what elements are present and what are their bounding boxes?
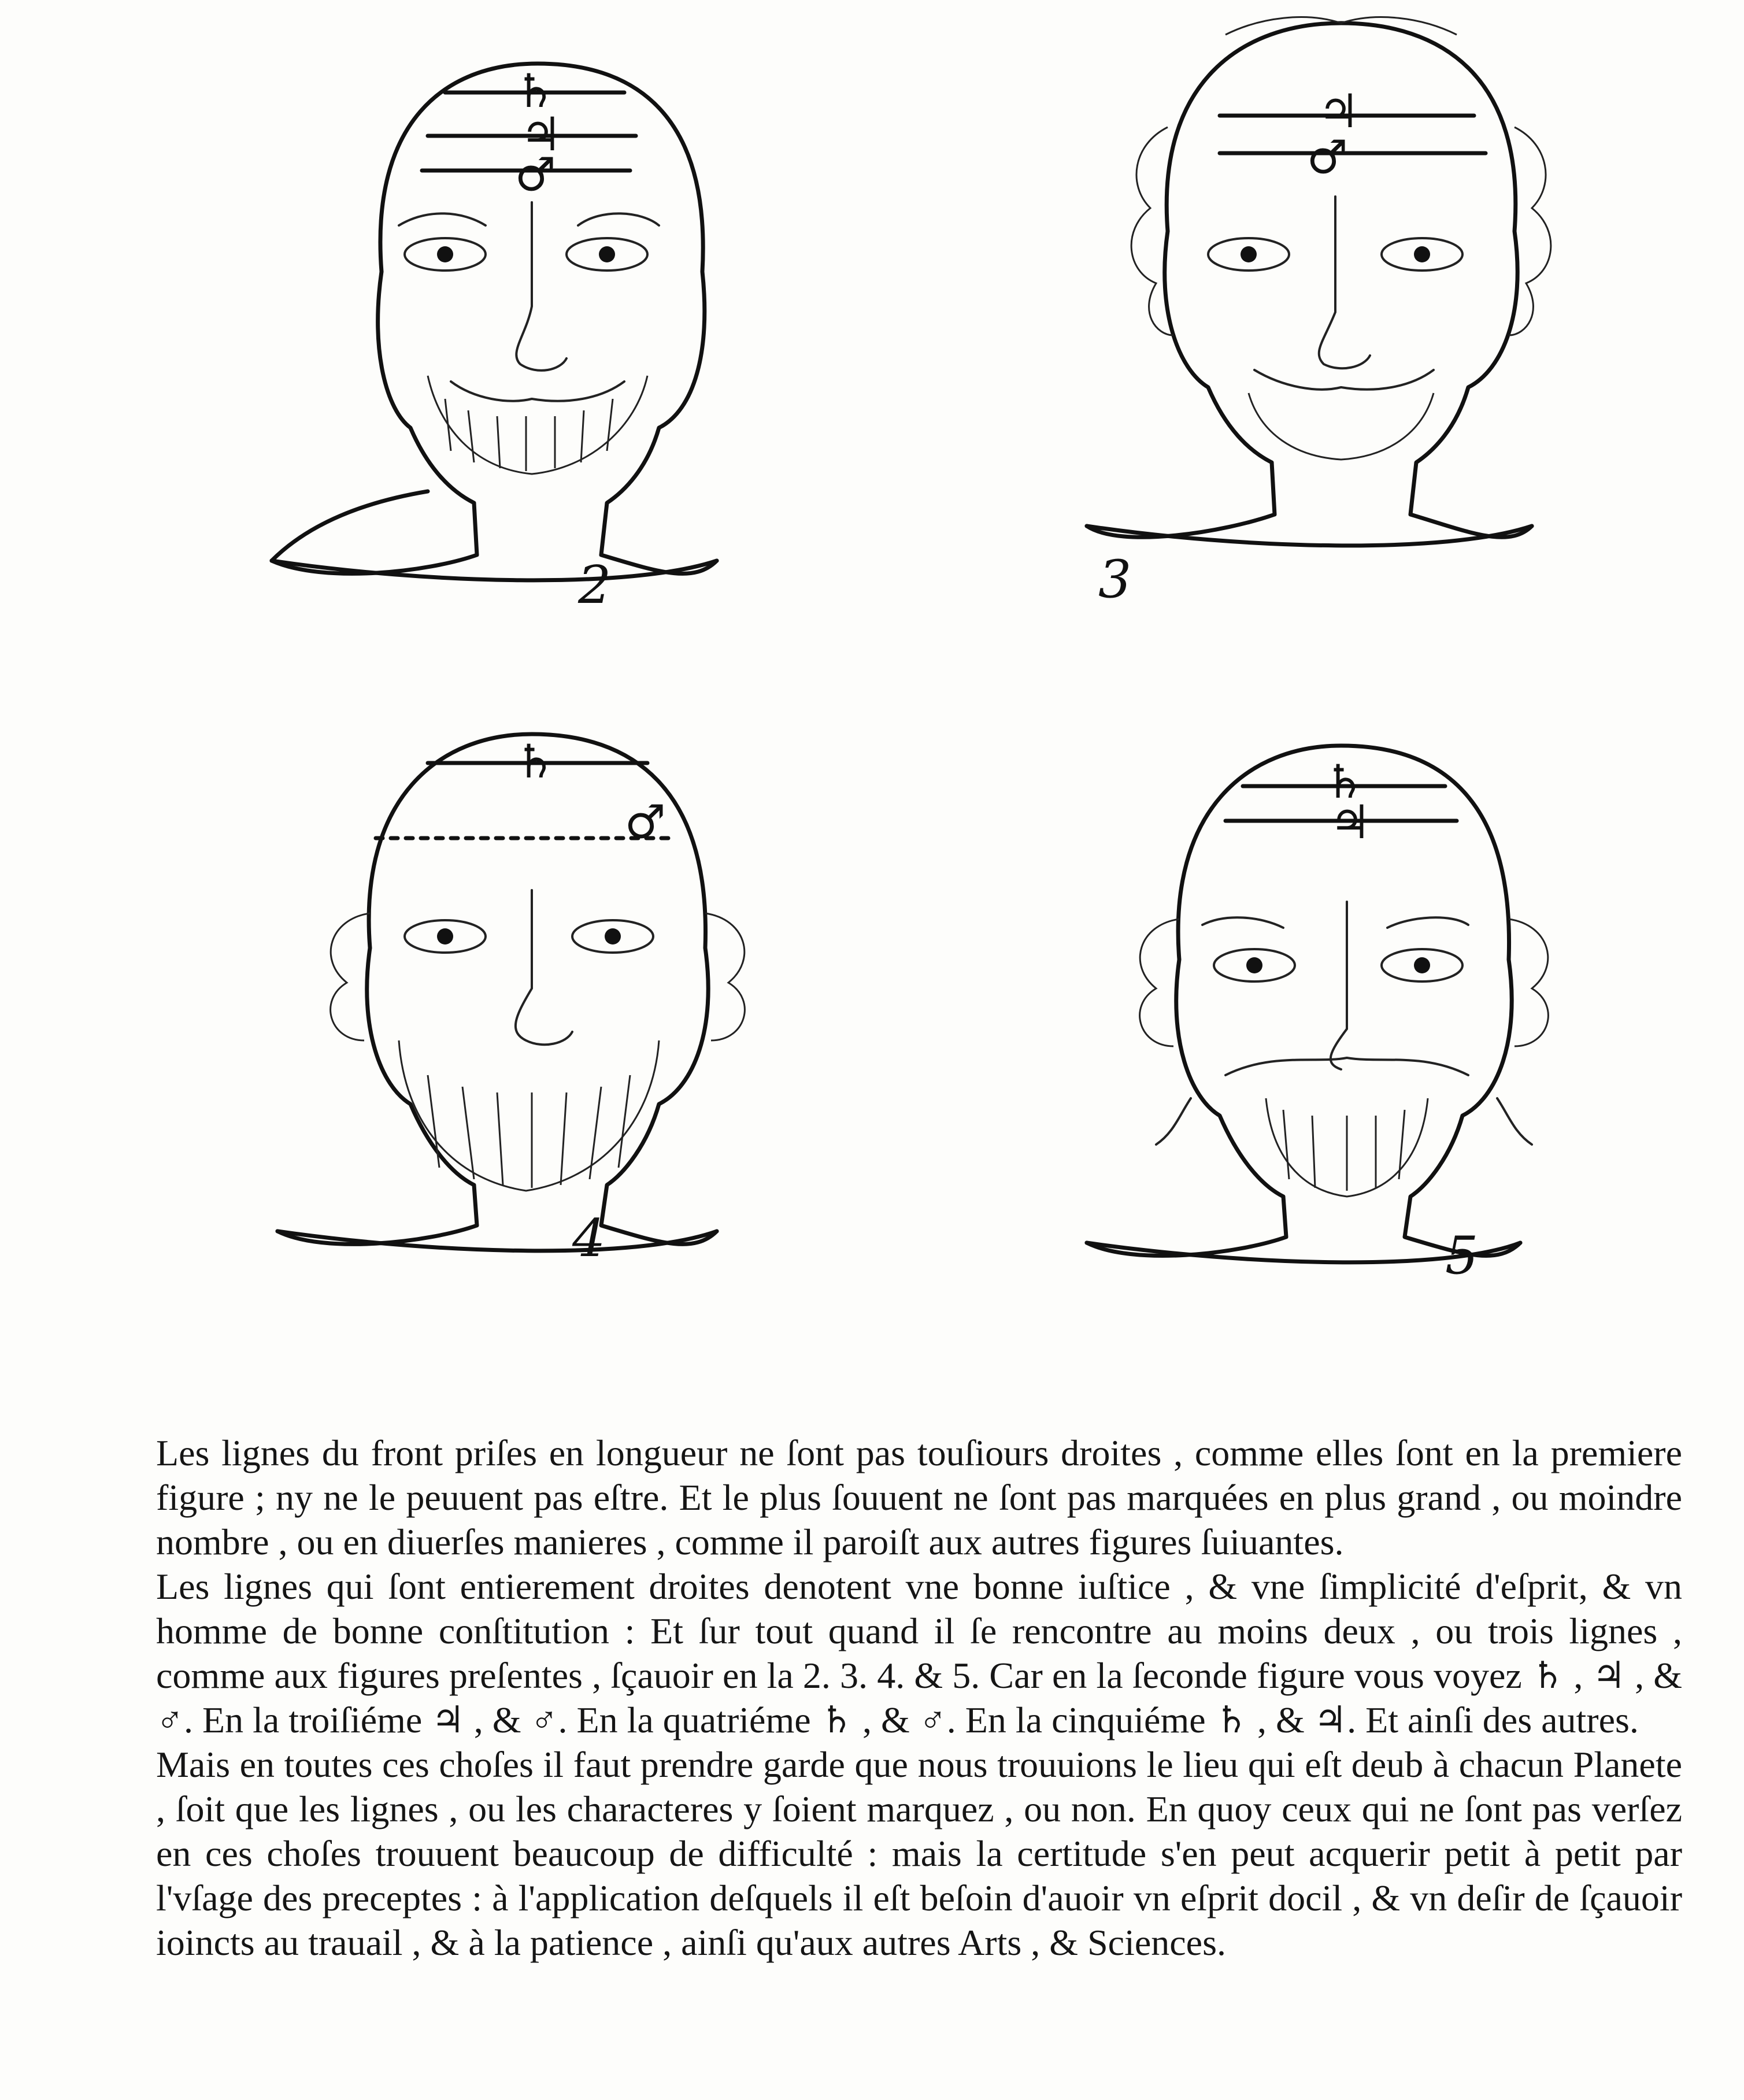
bearded-face-drawing — [254, 717, 832, 1353]
jupiter-symbol: ♃ — [1318, 84, 1360, 138]
figure-number: 3 — [1098, 549, 1132, 610]
saturn-symbol: ♄ — [514, 735, 556, 788]
curly-haired-face-drawing — [1052, 12, 1630, 647]
figure-5-face — [1052, 728, 1630, 1364]
figure-number: 4 — [572, 1208, 606, 1269]
saturn-symbol: ♄ — [514, 64, 556, 118]
mars-symbol: ♂ — [514, 148, 556, 202]
bald-bearded-face-drawing — [254, 52, 832, 688]
mustached-face-drawing — [1052, 728, 1630, 1364]
mars-symbol: ♂ — [624, 795, 666, 849]
figure-number: 5 — [1445, 1225, 1479, 1286]
paragraph-1: Les lignes du front priſes en longueur ne ſont pas touſiours droites , comme elles ſont en la premiere figure ; ny ne le peuuent pas eſtre. Et le plus ſouuent ne ſont pas marquées en plus grand , ou moindre nombre , ou en diuerſes manieres , comme il paroiſt aux autres figures ſuiuantes. — [156, 1432, 1682, 1562]
saturn-symbol: ♄ — [1324, 755, 1365, 809]
mars-symbol: ♂ — [1306, 131, 1348, 184]
paragraph-3: Mais en toutes ces choſes il faut prendre garde que nous trouuions le lieu qui eſt deub à chacun Planete , ſoit que les lignes , ou les characteres y ſoient marquez , ou non. En quoy ceux qui ne ſont pas verſez en ces choſes trouuent beaucoup de difficulté : mais la certitude s'en peut acquerir petit à petit par l'vſage des preceptes : à l'application deſquels il eſt beſoin d'auoir vn eſprit docil , & vn deſir de ſçauoir ioincts au trauail , & à la patience , ainſi qu'aux autres Arts , & Sciences. — [156, 1744, 1682, 1963]
figure-3-face — [1052, 12, 1630, 647]
figure-4-face — [254, 717, 832, 1353]
jupiter-symbol: ♃ — [1330, 795, 1371, 849]
paragraph-2: Les lignes qui ſont entierement droites denotent vne bonne iuſtice , & vne ſimplicité d'eſprit, & vn homme de bonne conſtitution : Et ſur tout quand il ſe rencontre au moins deux , ou trois lignes , comme aux figures preſentes , ſçauoir en la 2. 3. 4. & 5. Car en la ſeconde figure vous voyez ♄ , ♃ , & ♂. En la troiſiéme ♃ , & ♂. En la quatriéme ♄ , & ♂. En la cinquiéme ♄ , & ♃. Et ainſi des autres. — [156, 1566, 1682, 1740]
body-text — [156, 1431, 1682, 1965]
jupiter-symbol: ♃ — [520, 108, 562, 161]
figure-number: 2 — [578, 555, 612, 616]
figure-2-face — [254, 52, 832, 688]
